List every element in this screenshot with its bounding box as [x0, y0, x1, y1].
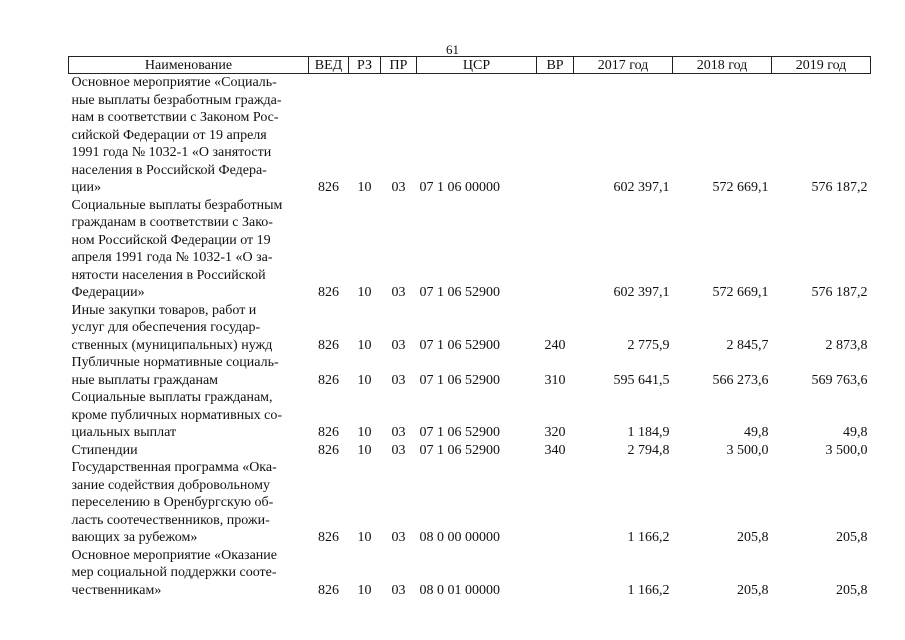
row-2017: 602 397,1: [613, 180, 670, 195]
row-rz: 10: [357, 180, 372, 195]
row-csr: 07 1 06 00000: [419, 180, 500, 195]
row-pr: 03: [391, 442, 406, 458]
row-2019: 2 873,8: [825, 337, 868, 353]
row-ved: 826: [318, 582, 339, 598]
row-2018: 3 500,0: [726, 442, 769, 458]
col-header-2018: 2018 год: [673, 57, 772, 74]
row-ved: 826: [318, 180, 339, 195]
row-csr: 07 1 06 52900: [419, 442, 500, 458]
col-header-2017: 2017 год: [574, 57, 673, 74]
row-name-cell: [69, 389, 309, 442]
row-rz: 10: [357, 372, 372, 388]
row-2017: 602 397,1: [613, 285, 670, 300]
row-2019: 576 187,2: [811, 180, 868, 195]
row-name-cell: [69, 197, 309, 302]
col-header-rz: РЗ: [349, 57, 381, 74]
row-vr: [537, 547, 574, 600]
row-2019: 49,8: [843, 425, 868, 440]
row-2017: 2 794,8: [627, 442, 670, 458]
table-row: [69, 442, 871, 460]
table-row: [69, 354, 871, 389]
row-name: Социальные выплаты гражданам, кроме публичных нормативных со- циальных выплат: [71, 390, 282, 440]
row-2017: 1 184,9: [627, 425, 670, 440]
row-2017: 595 641,5: [613, 372, 670, 388]
row-2018: 205,8: [737, 582, 769, 598]
row-pr: 03: [391, 180, 406, 195]
row-2018: 572 669,1: [712, 180, 769, 195]
row-2017: 1 166,2: [627, 530, 670, 545]
row-ved: 826: [318, 372, 339, 388]
budget-table: [68, 56, 871, 599]
row-name-cell: [69, 354, 309, 389]
row-vr: [537, 197, 574, 302]
row-vr: 340: [544, 442, 566, 458]
row-csr: 08 0 00 00000: [419, 530, 500, 545]
table-row: [69, 547, 871, 600]
row-2019: 569 763,6: [811, 372, 868, 388]
row-rz: 10: [357, 285, 372, 300]
row-2019: 3 500,0: [825, 442, 868, 458]
row-name-cell: [69, 302, 309, 355]
table-row: [69, 302, 871, 355]
row-name: Основное мероприятие «Социаль- ные выплаты безработным гражда- нам в соответствии с Законом Рос- сийской Федерации от 19 апреля 1991 года № 1032-1 «О занятости населения в Российской Федера- ции»: [71, 75, 282, 195]
row-csr: 07 1 06 52900: [419, 372, 500, 388]
col-header-ved: ВЕД: [309, 57, 349, 74]
row-name: Публичные нормативные социаль- ные выплаты гражданам: [71, 355, 279, 388]
row-ved: 826: [318, 285, 339, 300]
row-2019: 205,8: [836, 582, 868, 598]
row-name: Стипендии: [71, 442, 138, 458]
row-pr: 03: [391, 285, 406, 300]
row-name-cell: [69, 547, 309, 600]
row-rz: 10: [357, 442, 372, 458]
row-csr: 07 1 06 52900: [419, 285, 500, 300]
row-2017: 1 166,2: [627, 582, 670, 598]
table-row: [69, 389, 871, 442]
row-name: Социальные выплаты безработным гражданам в соответствии с Зако- ном Российской Федерации от 19 апреля 1991 года № 1032-1 «О за- нятости населения в Российской Федерации»: [71, 197, 283, 300]
row-2017: 2 775,9: [627, 337, 670, 353]
col-header-pr: ПР: [381, 57, 417, 74]
col-header-name: Наименование: [69, 57, 309, 74]
row-ved: 826: [318, 442, 339, 458]
row-csr: 07 1 06 52900: [419, 425, 500, 440]
row-ved: 826: [318, 530, 339, 545]
col-header-csr: ЦСР: [417, 57, 537, 74]
row-name: Иные закупки товаров, работ и услуг для обеспечения государ- ственных (муниципальных) нужд: [71, 302, 273, 353]
row-csr: 07 1 06 52900: [419, 337, 500, 353]
table-row: [69, 459, 871, 547]
row-rz: 10: [357, 582, 372, 598]
row-2018: 49,8: [744, 425, 769, 440]
row-name-cell: [69, 442, 309, 460]
row-pr: 03: [391, 530, 406, 545]
row-2018: 205,8: [737, 530, 769, 545]
row-vr: [537, 74, 574, 197]
row-ved: 826: [318, 337, 339, 353]
row-2018: 572 669,1: [712, 285, 769, 300]
row-pr: 03: [391, 337, 406, 353]
row-vr: 310: [544, 372, 566, 388]
row-2018: 2 845,7: [726, 337, 769, 353]
col-header-2019: 2019 год: [772, 57, 871, 74]
row-rz: 10: [357, 337, 372, 353]
table-row: [69, 197, 871, 302]
row-csr: 08 0 01 00000: [419, 582, 500, 598]
row-pr: 03: [391, 425, 406, 440]
table-row: [69, 74, 871, 197]
row-rz: 10: [357, 530, 372, 545]
row-rz: 10: [357, 425, 372, 440]
row-name: Государственная программа «Ока- зание содействия добровольному переселению в Оренбургскую об- ласть соотечественников, прожи- вающих за рубежом»: [71, 460, 277, 545]
row-name-cell: [69, 74, 309, 197]
row-name-cell: [69, 459, 309, 547]
row-vr: [537, 459, 574, 547]
page-number: 61: [446, 42, 459, 57]
row-vr: 320: [544, 425, 566, 440]
row-2018: 566 273,6: [712, 372, 769, 388]
row-pr: 03: [391, 582, 406, 598]
row-ved: 826: [318, 425, 339, 440]
col-header-vr: ВР: [537, 57, 574, 74]
table-header-row: [69, 57, 871, 74]
row-2019: 576 187,2: [811, 285, 868, 300]
row-pr: 03: [391, 372, 406, 388]
row-2019: 205,8: [836, 530, 868, 545]
row-vr: 240: [544, 337, 566, 353]
row-name: Основное мероприятие «Оказание мер социальной поддержки соотe- чественникам»: [71, 547, 277, 598]
